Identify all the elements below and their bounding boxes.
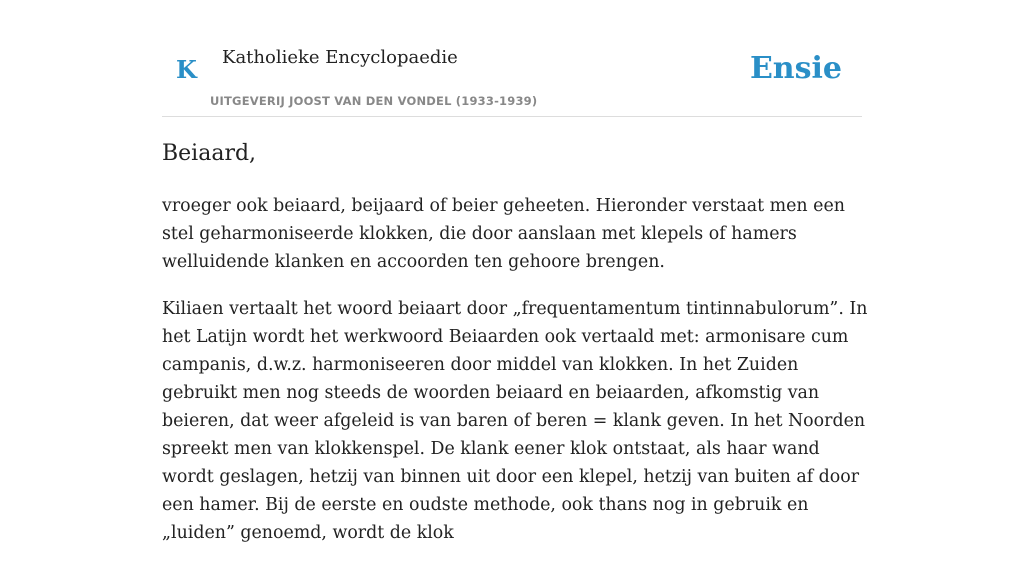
entry-paragraph: vroeger ook beiaard, beijaard of beier geheeten. Hieronder verstaat men een stel geharmoniseerde klokken, die door aanslaan met klepels of hamers welluidende klanken en accoorden ten gehoore brengen. <box>162 196 845 272</box>
entry-body <box>162 192 872 566</box>
publisher-label: UITGEVERIJ JOOST VAN DEN VONDEL (1933-1939) <box>210 94 538 108</box>
ensie-logo-link[interactable]: Ensie <box>749 51 842 86</box>
entry-title: Beiaard, <box>162 141 257 166</box>
encyclopedia-logo-icon[interactable]: K <box>176 55 197 84</box>
entry-paragraph: Kiliaen vertaalt het woord beiaart door „frequentamentum tintinnabulorum”. In het Latijn wordt het werkwoord Beiaarden ook vertaald met: armonisare cum campanis, d.w.z. harmoniseeren door middel van klokken. In het Zuiden gebruikt men nog steeds de woorden beiaard en beiaarden, afkomstig van beieren, dat weer afgeleid is van baren of beren = klank geven. In het Noorden spreekt men van klokkenspel. De klank eener klok ontstaat, als haar wand wordt geslagen, hetzij van binnen uit door een klepel, hetzij van buiten af door een hamer. Bij de eerste en oudste methode, ook thans nog in gebruik en „luiden” genoemd, wordt de klok <box>162 299 868 543</box>
site-header <box>162 0 862 117</box>
encyclopedia-title-link[interactable]: Katholieke Encyclopaedie <box>222 47 458 68</box>
